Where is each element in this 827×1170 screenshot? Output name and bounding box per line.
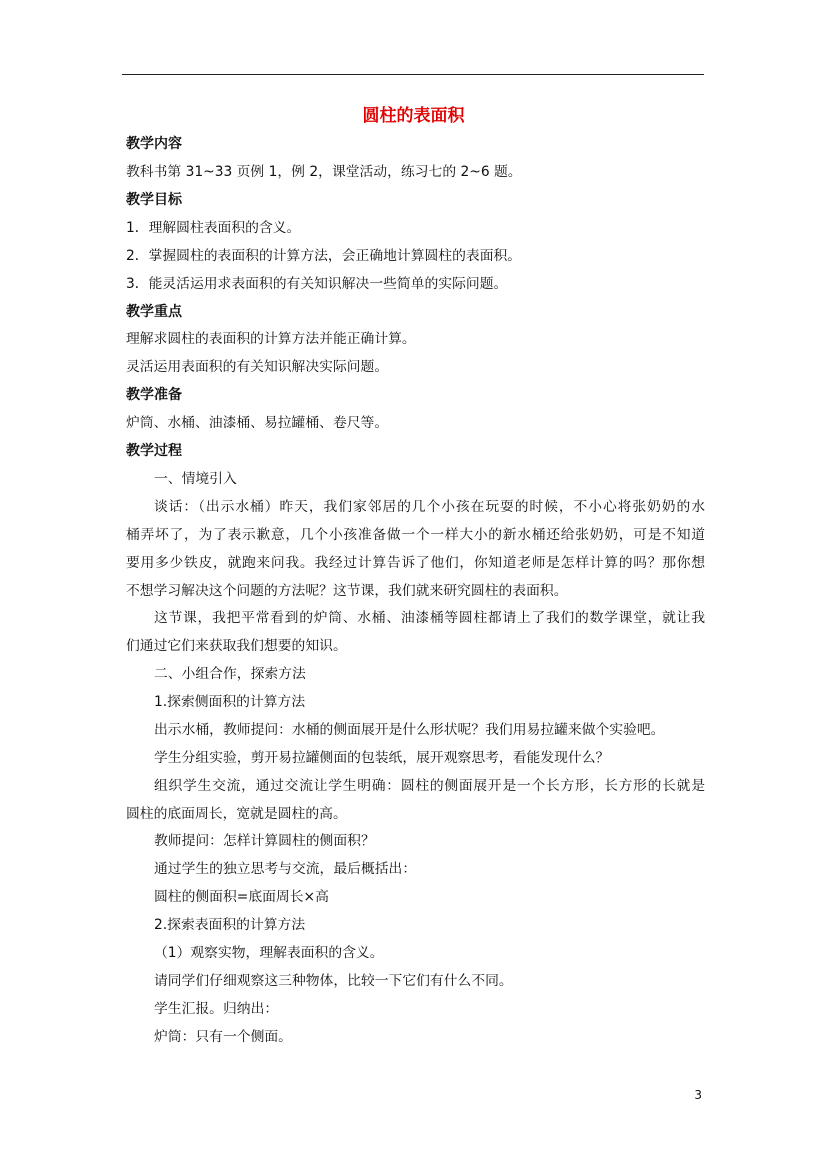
process-line: 圆柱的底面周长，宽就是圆柱的高。 [126, 806, 347, 822]
process-line: 不想学习解决这个问题的方法呢？这节课，我们就来研究圆柱的表面积。 [126, 583, 568, 599]
process-line: 学生汇报。归纳出： [154, 1001, 279, 1017]
process-line: 1.探索侧面积的计算方法 [154, 694, 306, 710]
process-line: 请同学们仔细观察这三种物体，比较一下它们有什么不同。 [154, 973, 513, 989]
heading-content: 教学内容 [126, 136, 182, 152]
process-line: 谈话：（出示水桶）昨天，我们家邻居的几个小孩在玩耍的时候，不小心将张奶奶的水 [154, 499, 705, 515]
process-line: 教师提问：怎样计算圆柱的侧面积？ [154, 833, 375, 849]
process-line: 通过学生的独立思考与交流，最后概括出： [154, 861, 417, 877]
key-item-1: 理解求圆柱的表面积的计算方法并能正确计算。 [126, 331, 416, 347]
key-item-2: 灵活运用表面积的有关知识解决实际问题。 [126, 359, 389, 375]
page-number: 3 [694, 1088, 702, 1102]
page-title: 圆柱的表面积 [362, 106, 465, 126]
prep-text: 炉筒、水桶、油漆桶、易拉罐桶、卷尺等。 [126, 415, 389, 431]
process-line: 炉筒：只有一个侧面。 [154, 1029, 292, 1045]
process-line: 一、情境引入 [154, 471, 237, 487]
goal-item-3: 3．能灵活运用求表面积的有关知识解决一些简单的实际问题。 [126, 276, 508, 292]
header-rule [122, 74, 704, 75]
process-line: 出示水桶，教师提问：水桶的侧面展开是什么形状呢？我们用易拉罐来做个实验吧。 [154, 722, 665, 738]
heading-goals: 教学目标 [126, 192, 182, 208]
process-line: 圆柱的侧面积=底面周长×高 [154, 889, 329, 905]
goal-item-2: 2．掌握圆柱的表面积的计算方法，会正确地计算圆柱的表面积。 [126, 248, 522, 264]
process-line: 桶弄坏了，为了表示歉意，几个小孩准备做一个一样大小的新水桶还给张奶奶，可是不知道 [126, 527, 705, 543]
process-line: 2.探索表面积的计算方法 [154, 917, 306, 933]
process-line: 们通过它们来获取我们想要的知识。 [126, 638, 347, 654]
goal-item-1: 1．理解圆柱表面积的含义。 [126, 220, 301, 236]
process-line: 要用多少铁皮，就跑来问我。我经过计算告诉了他们，你知道老师是怎样计算的吗？那你想 [126, 555, 705, 571]
content-text: 教科书第 31~33 页例 1，例 2，课堂活动，练习七的 2~6 题。 [126, 164, 522, 180]
process-line: 学生分组实验，剪开易拉罐侧面的包装纸，展开观察思考，看能发现什么？ [154, 750, 610, 766]
heading-prep: 教学准备 [126, 387, 182, 403]
process-line: （1）观察实物，理解表面积的含义。 [154, 945, 384, 961]
process-line: 这节课，我把平常看到的炉筒、水桶、油漆桶等圆柱都请上了我们的数学课堂，就让我 [154, 610, 705, 626]
process-line: 组织学生交流，通过交流让学生明确：圆柱的侧面展开是一个长方形，长方形的长就是 [154, 778, 705, 794]
heading-process: 教学过程 [126, 443, 182, 459]
heading-key: 教学重点 [126, 304, 182, 320]
process-line: 二、小组合作，探索方法 [154, 666, 306, 682]
